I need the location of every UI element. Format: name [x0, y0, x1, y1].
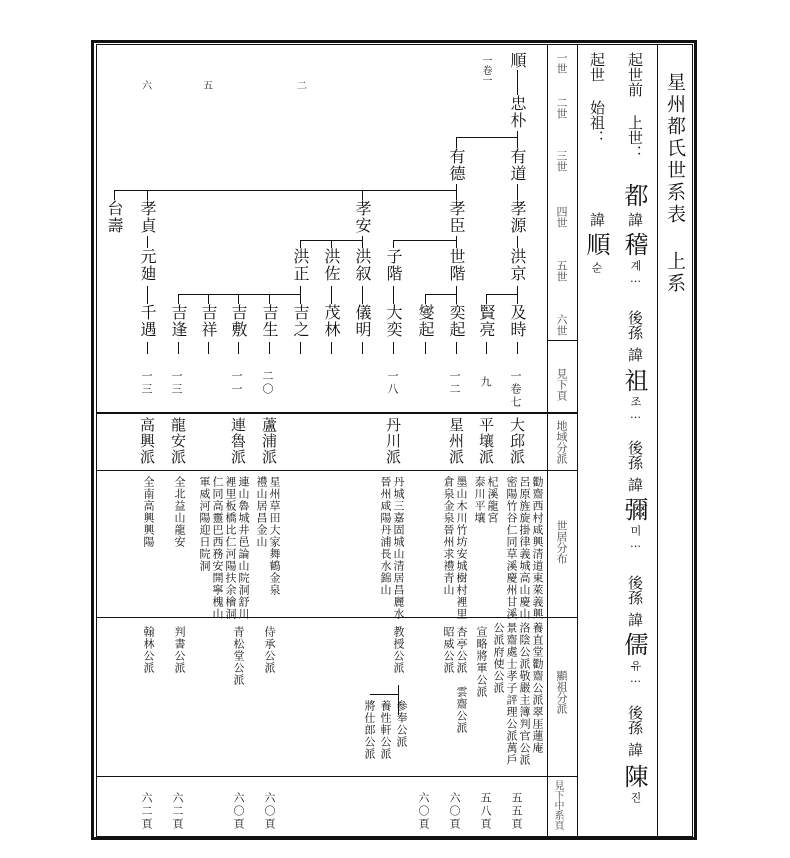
- founder-c3b: 雲齋公派: [455, 686, 468, 734]
- tree-line: [393, 240, 456, 241]
- residence-c5b: 禮山居昌金山: [255, 476, 268, 548]
- page-ref-c1: 一卷七: [509, 370, 522, 409]
- tree-line: [456, 342, 457, 354]
- tree-line: [362, 236, 363, 248]
- tree-line: [456, 137, 457, 148]
- residence-c6c: 仁同高靈巴西務安開寧槐山: [211, 476, 224, 620]
- column-number-6: 六: [142, 81, 152, 92]
- founder-c1a: 養直堂勸齋公派翠厓蓮庵: [531, 622, 544, 754]
- label-founder: 顯祖分派: [555, 670, 568, 714]
- tree-line: [300, 240, 301, 248]
- section-line-2: [96, 470, 577, 471]
- person-g6a: 千遇: [138, 304, 157, 338]
- person-g3b: 有道: [508, 148, 527, 182]
- label-line-a: [547, 340, 577, 341]
- middle-page-c8: 六二頁: [140, 792, 153, 831]
- person-g6h: 儀明: [353, 304, 372, 338]
- region-c5: 蘆浦派: [260, 417, 278, 465]
- region-c6: 連魯派: [229, 417, 247, 465]
- name-5: 陳: [620, 764, 648, 788]
- shizu-label: 起世 始祖：: [588, 52, 606, 145]
- person-g6f: 吉之: [291, 304, 310, 338]
- person-g5a: 元廸: [138, 248, 157, 282]
- person-g1: 順: [508, 52, 527, 69]
- tree-line: [331, 342, 332, 354]
- taboo-3: 諱: [626, 477, 644, 492]
- tree-line: [208, 294, 209, 304]
- tree-line: [425, 294, 456, 295]
- tree-line: [393, 286, 394, 304]
- page-ref-c4: 一八: [386, 370, 399, 396]
- tree-line: [238, 342, 239, 354]
- name-2: 祖: [620, 368, 648, 392]
- page-ref-c3: 一二: [448, 370, 461, 396]
- middle-page-c4: 六〇頁: [417, 792, 430, 831]
- tree-line: [517, 286, 518, 304]
- tree-line: [517, 131, 518, 148]
- taboo-4: 諱: [626, 612, 644, 627]
- page-title: 星州都氏世系表 上系: [664, 72, 686, 295]
- founder-c4b: 參奉公派: [395, 700, 408, 748]
- label-column-left: [547, 44, 548, 837]
- person-g6j: 燮起: [416, 304, 435, 338]
- reading-4: 유…: [629, 660, 642, 686]
- label-region: 地域分派: [555, 420, 568, 464]
- person-g5b: 洪正: [291, 248, 310, 282]
- founder-c2a: 宣略將軍公派: [475, 626, 488, 698]
- tree-line: [114, 190, 456, 191]
- region-c3: 星州派: [447, 417, 465, 465]
- person-g6b: 吉逢: [169, 304, 188, 338]
- volume-label: 一卷一: [480, 55, 491, 85]
- region-c2: 平壤派: [477, 417, 495, 465]
- tree-line: [393, 240, 394, 248]
- person-g5g: 洪京: [508, 248, 527, 282]
- founder-c8a: 翰林公派: [142, 626, 155, 674]
- middle-page-c1: 五五頁: [510, 792, 523, 831]
- person-g3a: 有德: [447, 148, 466, 182]
- founder-c7a: 判書公派: [173, 626, 186, 674]
- tree-line: [269, 342, 270, 354]
- tree-line: [147, 236, 148, 248]
- reading-3: 미…: [629, 525, 642, 551]
- founder-c4a: 教授公派: [392, 626, 405, 674]
- tree-line: [208, 342, 209, 354]
- tree-line: [331, 286, 332, 304]
- tree-line: [517, 236, 518, 248]
- residence-c6b: 裡里板橋比仁河陽扶余檜洞: [224, 476, 237, 620]
- ancestor-1-name: 稽: [620, 232, 648, 256]
- gen-label-4: 四世: [555, 206, 568, 228]
- person-g5d: 洪叙: [353, 248, 372, 282]
- person-g6i: 大奕: [384, 304, 403, 338]
- section-line-4: [96, 776, 577, 777]
- ancestor-1-taboo: 諱: [626, 212, 644, 227]
- person-g4e: 孝源: [508, 200, 527, 234]
- residence-c2a: 杞溪龍宮: [486, 476, 499, 524]
- founder-c3c: 昭威公派: [442, 626, 455, 674]
- person-g6c: 吉祥: [199, 304, 218, 338]
- residence-c3b: 倉泉金泉晉州求禮青山: [442, 476, 455, 596]
- tree-line: [331, 240, 332, 248]
- region-c8: 高興派: [138, 417, 156, 465]
- founder-c4c: 養性軒公派: [379, 700, 392, 760]
- region-c4: 丹川派: [384, 417, 402, 465]
- tree-line: [456, 286, 457, 304]
- tree-line: [486, 294, 517, 295]
- tree-line: [517, 184, 518, 200]
- person-g6d: 吉敷: [229, 304, 248, 338]
- residence-c3a: 墨山木川竹坊安城樹村裡里: [455, 476, 468, 620]
- founder-c3a: 杏亭公派: [455, 626, 468, 674]
- gen-label-6: 六世: [555, 314, 568, 336]
- descendant-label-3: 後孫: [626, 575, 644, 605]
- tree-line: [147, 190, 148, 200]
- founder-c4-branch: [370, 694, 398, 695]
- person-g6e: 吉生: [260, 304, 279, 338]
- founder-c6a: 青松堂公派: [232, 626, 245, 686]
- page-ref-c2: 九: [479, 376, 492, 389]
- shizu-name: 順: [582, 232, 610, 256]
- taboo-5: 諱: [626, 742, 644, 757]
- name-4: 儒: [620, 632, 648, 656]
- residence-c1b: 呂原旌旋掛律義城高山慶山: [518, 476, 531, 620]
- descendant-label-4: 後孫: [626, 705, 644, 735]
- person-g6m: 及時: [508, 304, 527, 338]
- residence-c4b: 晉州咸陽丹浦長水錦山: [379, 476, 392, 596]
- ancestor-1-surname: 都: [620, 183, 648, 207]
- label-column-right: [577, 44, 578, 837]
- founder-c1b: 洛陰公派敬嚴主簿判官公派: [518, 622, 531, 766]
- gen-label-3: 三世: [555, 150, 568, 172]
- page-ref-c8: 一三: [140, 370, 153, 396]
- person-g4c: 孝安: [353, 200, 372, 234]
- descendant-label-2: 後孫: [626, 440, 644, 470]
- gen-label-1: 一世: [555, 52, 568, 74]
- tree-line: [269, 294, 270, 304]
- tree-line: [362, 286, 363, 304]
- middle-page-c3: 六〇頁: [448, 792, 461, 831]
- reading-5: 진: [629, 792, 642, 804]
- page-ref-c5: 二〇: [261, 370, 274, 396]
- person-g2: 忠朴: [508, 95, 527, 129]
- residence-c6a: 連山魯城井邑論山院洞舒川: [237, 476, 250, 620]
- tree-line: [425, 294, 426, 304]
- tree-line: [362, 342, 363, 354]
- qianshi-label: 起世前 上世：: [626, 52, 644, 160]
- taboo-2: 諱: [626, 347, 644, 362]
- tree-line: [456, 184, 457, 200]
- tree-line: [238, 294, 239, 304]
- ancestor-1-reading: 계…: [629, 260, 642, 286]
- region-c1: 大邱派: [508, 417, 526, 465]
- tree-line: [517, 342, 518, 354]
- tree-line: [300, 342, 301, 354]
- descendant-label-1: 後孫: [626, 310, 644, 340]
- person-g5c: 洪佐: [322, 248, 341, 282]
- name-3: 彌: [620, 497, 648, 521]
- person-g6l: 賢亮: [477, 304, 496, 338]
- tree-line: [486, 294, 487, 304]
- shizu-taboo: 諱: [588, 212, 606, 227]
- founder-c5a: 侍承公派: [263, 626, 276, 674]
- person-g5f: 世階: [447, 248, 466, 282]
- person-g4b: 孝貞: [138, 200, 157, 234]
- tree-line: [425, 342, 426, 354]
- residence-c5a: 星州草田大家舞鶴金泉: [268, 476, 281, 596]
- column-number-2: 二: [297, 81, 307, 92]
- page-ref-c6: 一一: [230, 370, 243, 396]
- residence-c1c: 密陽竹谷仁同草溪慶州甘溪: [505, 476, 518, 620]
- tree-line: [114, 190, 115, 200]
- title-divider: [657, 44, 658, 837]
- residence-c8a: 全南高興興陽: [142, 476, 155, 548]
- tree-line: [300, 286, 301, 304]
- gen-label-2: 二世: [555, 97, 568, 119]
- tree-line: [178, 294, 179, 304]
- tree-line: [178, 294, 300, 295]
- person-g6g: 茂林: [322, 304, 341, 338]
- label-residence: 世居分布: [555, 520, 568, 564]
- middle-page-c6: 六〇頁: [232, 792, 245, 831]
- tree-line: [147, 342, 148, 354]
- residence-c2b: 泰川平壤: [473, 476, 486, 524]
- shizu-reading: 순: [590, 262, 603, 274]
- gen-label-5: 五世: [555, 260, 568, 282]
- residence-c1a: 勸齋西村咸興清道東萊義興: [531, 476, 544, 620]
- residence-c4a: 丹城三嘉固城山清居昌麗水: [392, 476, 405, 620]
- page-ref-c7: 一三: [170, 370, 183, 396]
- tree-line: [178, 342, 179, 354]
- middle-page-c7: 六二頁: [171, 792, 184, 831]
- middle-page-c2: 五八頁: [479, 792, 492, 831]
- column-number-5: 五: [203, 81, 213, 92]
- person-g4d: 孝臣: [447, 200, 466, 234]
- tree-line: [362, 190, 363, 200]
- person-g5e: 子階: [384, 248, 403, 282]
- region-c7: 龍安派: [169, 417, 187, 465]
- residence-c7a: 全北益山龍安: [173, 476, 186, 548]
- tree-line: [486, 342, 487, 354]
- founder-c4d: 將仕郎公派: [363, 700, 376, 760]
- tree-line: [517, 70, 518, 95]
- residence-c6d: 軍威河陽迎日院洞: [198, 476, 211, 572]
- reading-2: 조…: [629, 396, 642, 422]
- founder-c1d: 公派府使公派: [492, 622, 505, 694]
- middle-page-c5: 六〇頁: [263, 792, 276, 831]
- section-line-1: [96, 412, 577, 414]
- person-g6k: 奕起: [447, 304, 466, 338]
- founder-c1c: 景齋處士孝子評理公派萬戶: [505, 622, 518, 766]
- tree-line: [456, 236, 457, 248]
- label-middle-ref: 見下中系頁: [552, 780, 563, 830]
- label-page-ref: 見下頁: [555, 368, 568, 401]
- tree-line: [147, 286, 148, 304]
- tree-line: [393, 342, 394, 354]
- tree-line: [456, 137, 517, 138]
- person-g4a: 台壽: [105, 200, 124, 234]
